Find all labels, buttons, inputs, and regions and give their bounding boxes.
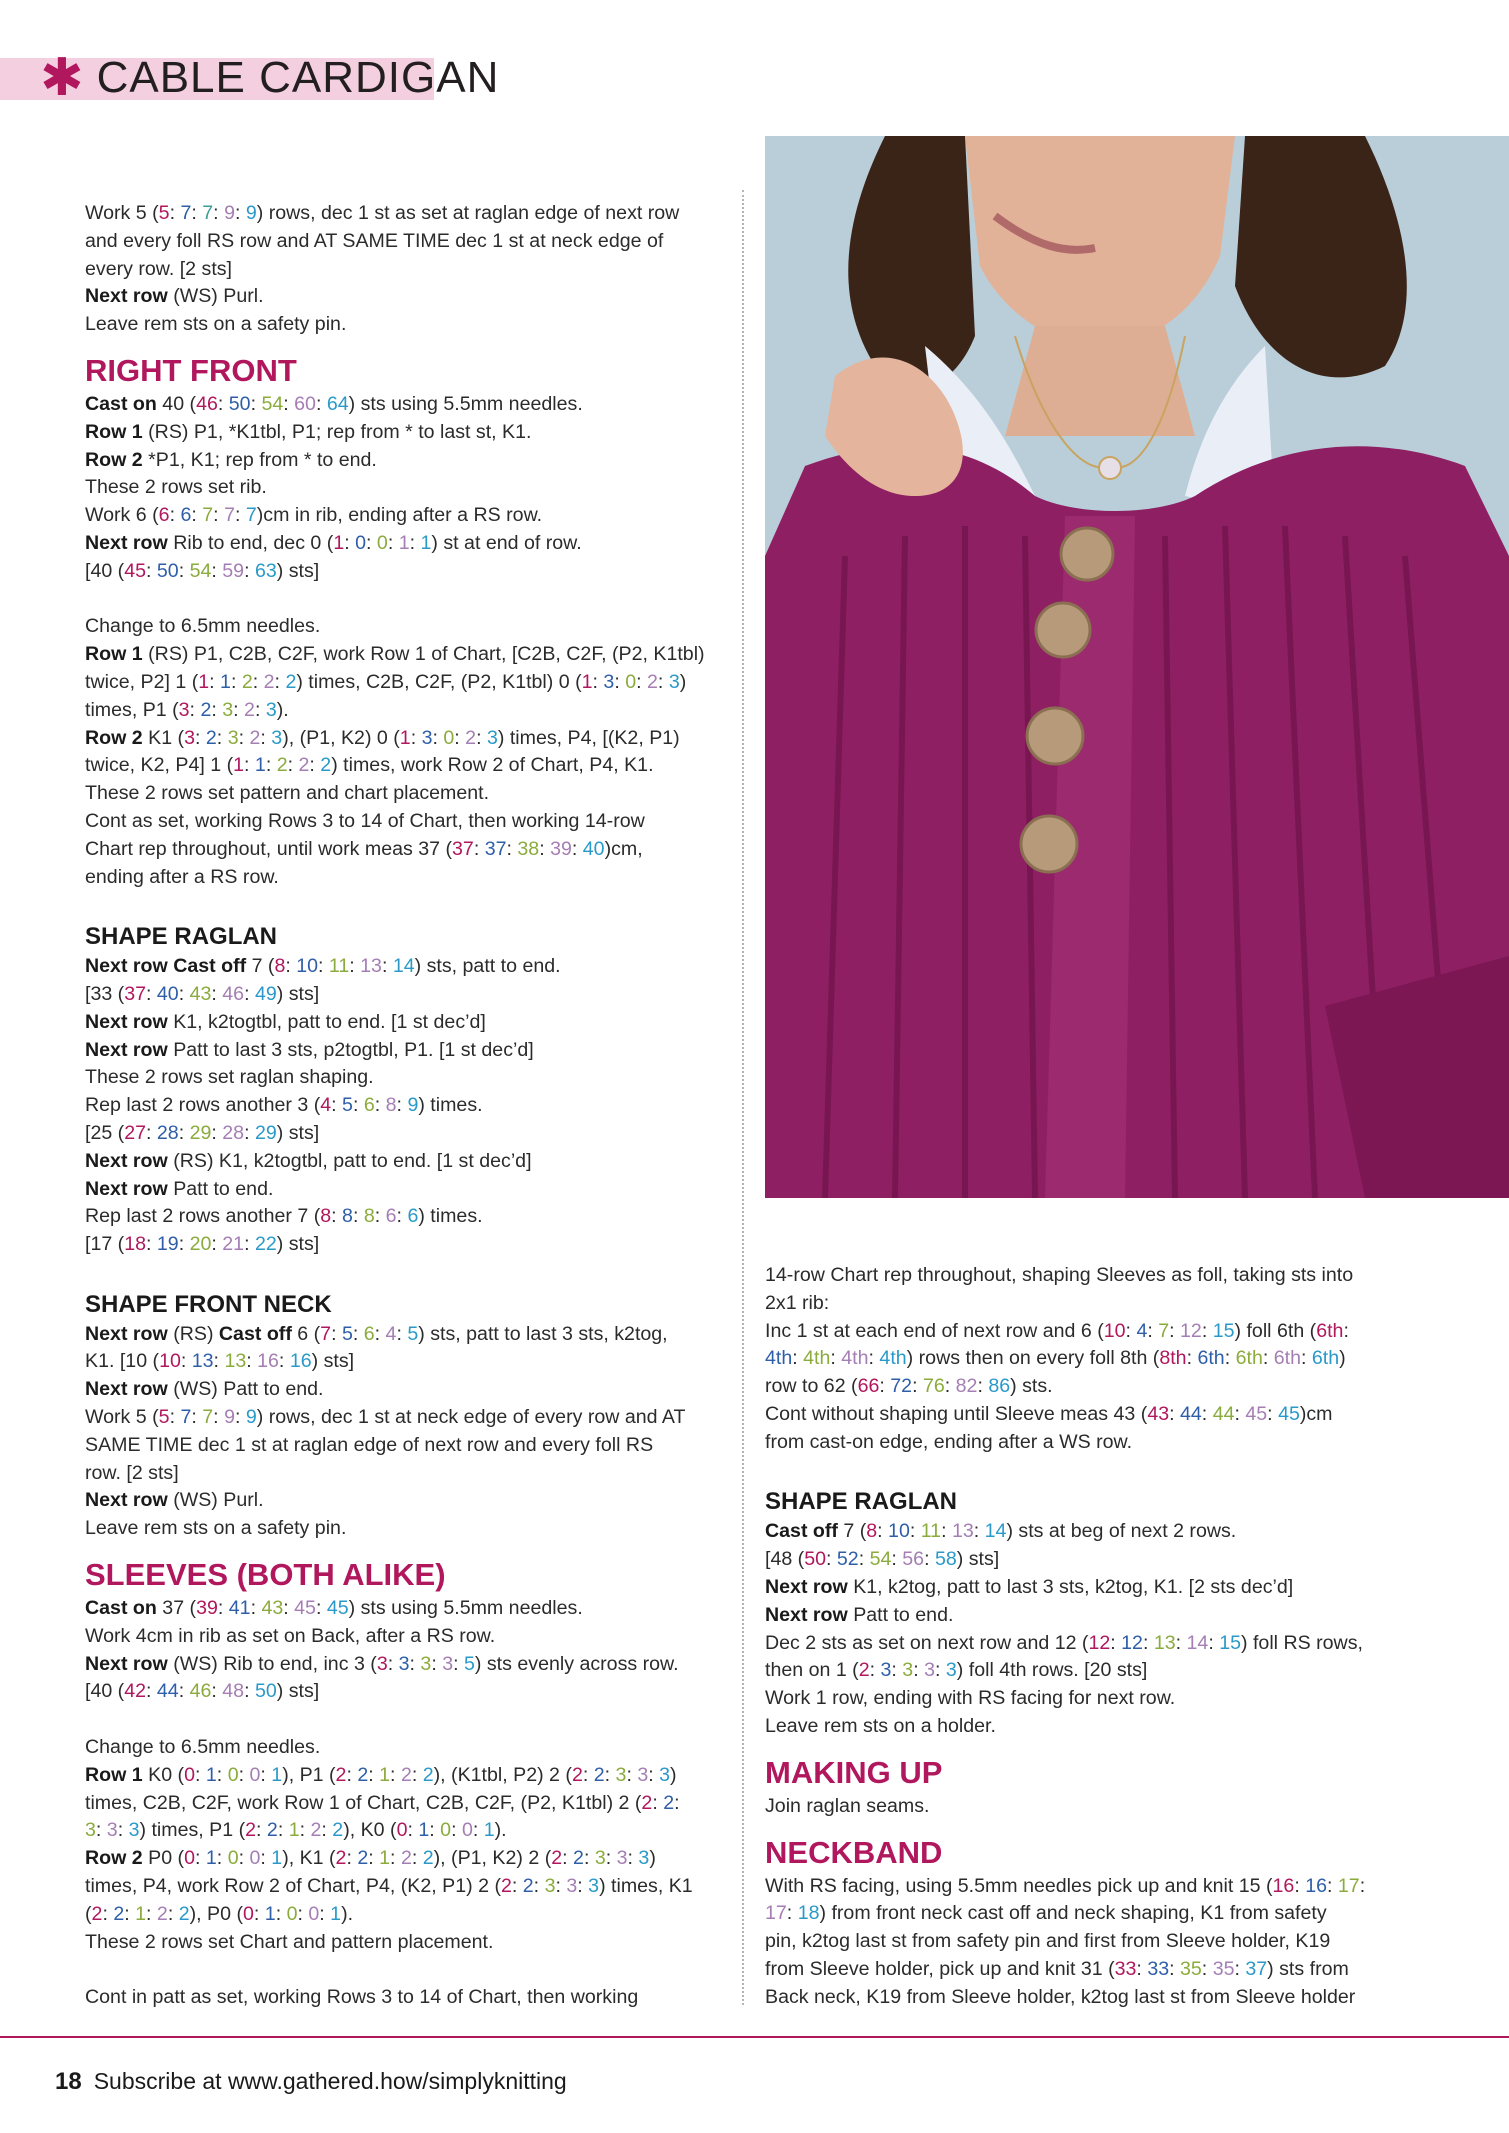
text-line: twice, P2] 1 (1: 1: 2: 2: 2) times, C2B, C2F, (P2, K1tbl) 0 (1: 3: 0: 2: 3) <box>85 670 687 693</box>
text-line: Next row (RS) Cast off 6 (7: 5: 6: 4: 5) sts, patt to last 3 sts, k2tog, <box>85 1322 668 1345</box>
text-line: Leave rem sts on a safety pin. <box>85 1517 347 1540</box>
text-line: Cont in patt as set, working Rows 3 to 14 of Chart, then working <box>85 1986 639 2009</box>
section-heading-shape-raglan: SHAPE RAGLAN <box>765 1488 958 1516</box>
page-number: 18 <box>55 2068 82 2095</box>
text-line: [33 (37: 40: 43: 46: 49) sts] <box>85 982 320 1005</box>
text-line: Leave rem sts on a holder. <box>765 1714 996 1737</box>
text-line: 14-row Chart rep throughout, shaping Sleeves as foll, taking sts into <box>765 1264 1354 1286</box>
asterisk-icon: ✱ <box>40 49 85 107</box>
text-line: [40 (42: 44: 46: 48: 50) sts] <box>85 1680 320 1703</box>
text-line: Next row (WS) Rib to end, inc 3 (3: 3: 3: 3: 5) sts evenly across row. <box>85 1652 679 1675</box>
text-line: (2: 2: 1: 2: 2), P0 (0: 1: 0: 0: 1). <box>85 1902 354 1925</box>
text-line: Row 2 K1 (3: 2: 3: 2: 3), (P1, K2) 0 (1: 3: 0: 2: 3) times, P4, [(K2, P1) <box>85 726 680 749</box>
right-column <box>765 1262 1410 2012</box>
text-line: [17 (18: 19: 20: 21: 22) sts] <box>85 1233 320 1256</box>
text-line: Cont as set, working Rows 3 to 14 of Chart, then working 14-row <box>85 809 645 832</box>
footer <box>55 2068 567 2096</box>
section-heading-right-front: RIGHT FRONT <box>85 352 297 388</box>
text-line: [48 (50: 52: 54: 56: 58) sts] <box>765 1548 1000 1571</box>
subscribe-link[interactable]: Subscribe at www.gathered.how/simplyknitting <box>93 2068 567 2094</box>
text-line: Work 5 (5: 7: 7: 9: 9) rows, dec 1 st as set at raglan edge of next row <box>85 202 680 224</box>
text-line: Row 1 (RS) P1, C2B, C2F, work Row 1 of Chart, [C2B, C2F, (P2, K1tbl) <box>85 643 705 666</box>
text-line: [25 (27: 28: 29: 28: 29) sts] <box>85 1121 320 1144</box>
text-line: then on 1 (2: 3: 3: 3: 3) foll 4th rows. [20 sts] <box>765 1659 1148 1682</box>
text-line: These 2 rows set rib. <box>85 476 267 499</box>
text-line: Inc 1 st at each end of next row and 6 (10: 4: 7: 12: 15) foll 6th (6th: <box>765 1319 1349 1342</box>
text-line: Next row K1, k2togtbl, patt to end. [1 st dec’d] <box>85 1010 486 1033</box>
text-line: Next row Patt to end. <box>765 1603 954 1626</box>
text-line: times, C2B, C2F, work Row 1 of Chart, C2B, C2F, (P2, K1tbl) 2 (2: 2: <box>85 1791 680 1814</box>
text-line: Join raglan seams. <box>765 1794 930 1817</box>
cardigan-photo <box>765 136 1509 1198</box>
text-line: Next row Patt to end. <box>85 1177 274 1200</box>
text-line: Work 1 row, ending with RS facing for next row. <box>765 1687 1176 1710</box>
text-line: Dec 2 sts as set on next row and 12 (12: 12: 13: 14: 15) foll RS rows, <box>765 1631 1363 1654</box>
text-line: Next row K1, k2tog, patt to last 3 sts, k2tog, K1. [2 sts dec’d] <box>765 1575 1294 1598</box>
text-line: Back neck, K19 from Sleeve holder, k2tog last st from Sleeve holder <box>765 1985 1356 2008</box>
text-line: Row 1 K0 (0: 1: 0: 0: 1), P1 (2: 2: 1: 2: 2), (K1tbl, P2) 2 (2: 2: 3: 3: 3) <box>85 1763 677 1786</box>
text-line: pin, k2tog last st from safety pin and first from Sleeve holder, K19 <box>765 1930 1331 1953</box>
text-line: Work 4cm in rib as set on Back, after a RS row. <box>85 1624 496 1647</box>
text-line: 17: 18) from front neck cast off and neck shaping, K1 from safety <box>765 1902 1327 1925</box>
text-line: Next row Patt to last 3 sts, p2togtbl, P1. [1 st dec’d] <box>85 1038 534 1061</box>
page-header <box>40 49 500 107</box>
column-divider <box>742 190 744 2005</box>
text-line: Cast on 40 (46: 50: 54: 60: 64) sts using 5.5mm needles. <box>85 392 583 415</box>
section-heading-sleeves: SLEEVES (BOTH ALIKE) <box>85 1557 446 1593</box>
text-line: SAME TIME dec 1 st at raglan edge of next row and every foll RS <box>85 1433 654 1456</box>
text-line: Row 2 P0 (0: 1: 0: 0: 1), K1 (2: 2: 1: 2: 2), (P1, K2) 2 (2: 2: 3: 3: 3) <box>85 1847 656 1870</box>
section-heading-neckband: NECKBAND <box>765 1834 943 1870</box>
text-line: Next row (WS) Purl. <box>85 285 264 308</box>
text-line: [40 (45: 50: 54: 59: 63) sts] <box>85 559 320 582</box>
text-line: Cast on 37 (39: 41: 43: 45: 45) sts using 5.5mm needles. <box>85 1597 583 1620</box>
text-line: These 2 rows set Chart and pattern placement. <box>85 1930 494 1953</box>
text-line: Next row Rib to end, dec 0 (1: 0: 0: 1: 1) st at end of row. <box>85 531 582 554</box>
text-line: These 2 rows set pattern and chart placement. <box>85 782 490 805</box>
text-line: Next row (WS) Patt to end. <box>85 1378 324 1401</box>
left-column <box>85 200 735 2012</box>
text-line: K1. [10 (10: 13: 13: 16: 16) sts] <box>85 1350 355 1373</box>
text-line: Cont without shaping until Sleeve meas 43 (43: 44: 44: 45: 45)cm <box>765 1402 1333 1425</box>
text-line: 2x1 rib: <box>765 1291 830 1314</box>
page-title: CABLE CARDIGAN <box>96 53 500 102</box>
text-line: Row 1 (RS) P1, *K1tbl, P1; rep from * to last st, K1. <box>85 420 532 443</box>
text-line: times, P4, work Row 2 of Chart, P4, (K2, P1) 2 (2: 2: 3: 3: 3) times, K1 <box>85 1875 693 1898</box>
text-line: Next row Cast off 7 (8: 10: 11: 13: 14) sts, patt to end. <box>85 955 561 978</box>
footer-rule <box>0 2036 1509 2038</box>
text-line: Change to 6.5mm needles. <box>85 1736 321 1759</box>
text-line: and every foll RS row and AT SAME TIME dec 1 st at neck edge of <box>85 229 664 252</box>
text-line: row to 62 (66: 72: 76: 82: 86) sts. <box>765 1375 1053 1398</box>
text-line: from cast-on edge, ending after a WS row. <box>765 1430 1133 1453</box>
text-line: twice, K2, P4] 1 (1: 1: 2: 2: 2) times, work Row 2 of Chart, P4, K1. <box>85 754 654 777</box>
text-line: Next row (WS) Purl. <box>85 1489 264 1512</box>
text-line: Rep last 2 rows another 3 (4: 5: 6: 8: 9) times. <box>85 1094 483 1117</box>
text-line: row. [2 sts] <box>85 1461 179 1484</box>
text-line: Leave rem sts on a safety pin. <box>85 313 347 336</box>
text-line: ending after a RS row. <box>85 865 279 888</box>
section-heading-shape-front-neck: SHAPE FRONT NECK <box>85 1290 332 1318</box>
text-line: Work 5 (5: 7: 7: 9: 9) rows, dec 1 st at neck edge of every row and AT <box>85 1406 686 1429</box>
text-line: Chart rep throughout, until work meas 37 (37: 37: 38: 39: 40)cm, <box>85 837 643 860</box>
section-heading-making-up: MAKING UP <box>765 1754 943 1790</box>
text-line: Work 6 (6: 6: 7: 7: 7)cm in rib, ending after a RS row. <box>85 504 543 527</box>
section-heading-shape-raglan: SHAPE RAGLAN <box>85 923 278 951</box>
text-line: With RS facing, using 5.5mm needles pick up and knit 15 (16: 16: 17: <box>765 1874 1366 1897</box>
text-line: 3: 3: 3) times, P1 (2: 2: 1: 2: 2), K0 (0: 1: 0: 0: 1). <box>85 1819 507 1842</box>
text-line: Rep last 2 rows another 7 (8: 8: 8: 6: 6) times. <box>85 1205 483 1228</box>
text-line: from Sleeve holder, pick up and knit 31 (33: 33: 35: 35: 37) sts from <box>765 1957 1349 1980</box>
text-line: 4th: 4th: 4th: 4th) rows then on every foll 8th (8th: 6th: 6th: 6th: 6th) <box>765 1347 1346 1370</box>
text-line: Next row (RS) K1, k2togtbl, patt to end. [1 st dec’d] <box>85 1149 532 1172</box>
text-line: every row. [2 sts] <box>85 257 233 280</box>
text-line: These 2 rows set raglan shaping. <box>85 1066 374 1089</box>
text-line: Row 2 *P1, K1; rep from * to end. <box>85 448 377 471</box>
text-line: Cast off 7 (8: 10: 11: 13: 14) sts at beg of next 2 rows. <box>765 1520 1237 1543</box>
text-line: times, P1 (3: 2: 3: 2: 3). <box>85 698 289 721</box>
text-line: Change to 6.5mm needles. <box>85 615 321 638</box>
